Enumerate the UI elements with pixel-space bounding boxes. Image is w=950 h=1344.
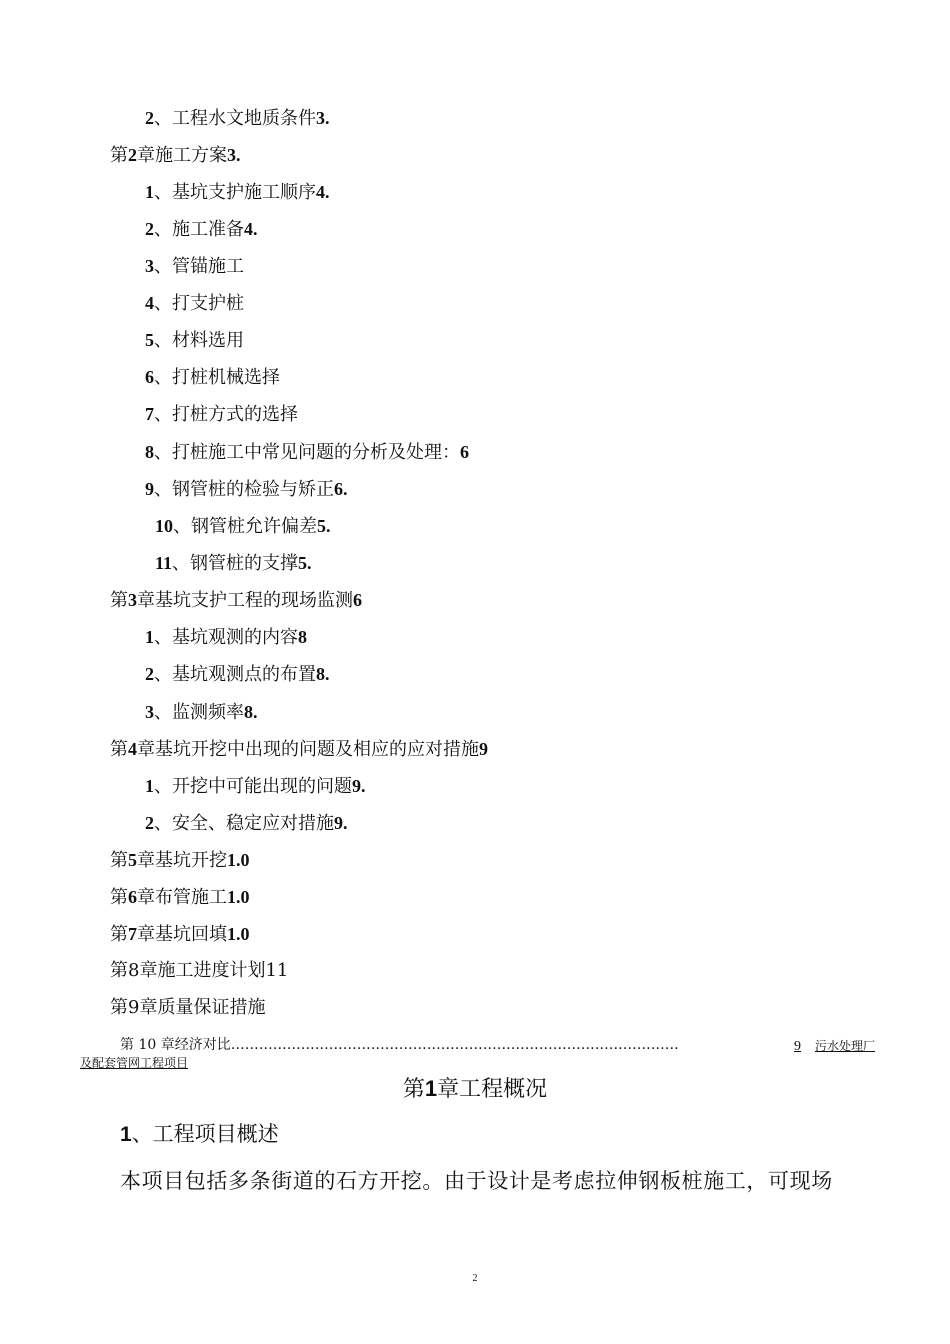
toc-entry [145,440,469,465]
toc-entry-page: 4. [316,182,330,202]
toc-entry-label: 章基坑开挖 [137,850,227,871]
toc-entry-prefix: 第 [110,960,128,981]
toc-entry-page: 5. [317,516,331,536]
toc-entry-label: 、钢管桩允许偏差 [173,516,317,537]
toc-entry-label: 章质量保证措施 [139,997,266,1018]
toc-entry-page: 1.0 [227,924,250,944]
toc-entry-page: 9 [794,1039,801,1054]
toc-entry-number: 2 [145,219,154,239]
toc-entry-page: 3. [227,145,241,165]
toc-entry [145,365,280,390]
toc-entry-number: 9 [128,997,140,1018]
toc-entry-number: 3 [128,590,137,610]
toc-entry-label: 、施工准备 [154,219,244,240]
toc-entry [110,959,288,983]
toc-entry-number: 2 [128,145,137,165]
toc-entry [145,662,330,687]
toc-entry-label: 、基坑观测的内容 [154,627,298,648]
toc-entry-number: 7 [145,404,154,424]
toc-entry-label: 第 10 章经济对比 [120,1037,231,1053]
toc-entry-prefix: 第 [110,145,128,166]
toc-entry-number: 5 [128,850,137,870]
toc-entry-label: 、钢管桩的支撑 [172,553,299,574]
toc-leader-dots: …………………………………………………………………………………… [230,1037,679,1053]
page-number: 2 [472,1273,478,1284]
toc-entry-page: 9. [352,776,366,796]
toc-entry-page: 8 [298,627,307,647]
toc-entry [145,328,244,353]
toc-entry-label: 、打支护桩 [154,293,244,314]
section-name: 、工程项目概述 [131,1122,279,1146]
toc-entry-number: 4 [128,739,137,759]
toc-entry-page: 9. [334,813,348,833]
toc-entry [145,700,258,725]
toc-entry-label: 、打桩机械选择 [154,367,280,388]
toc-entry-label: 章基坑开挖中出现的问题及相应的应对措施 [137,739,479,760]
toc-entry-label: 、材料选用 [154,330,244,351]
toc-entry-label: 、监测频率 [154,702,244,723]
toc-entry-label: 、开挖中可能出现的问题 [154,776,352,797]
section-title [120,1120,279,1149]
body-paragraph: 本项目包括多条街道的石方开挖。由于设计是考虑拉伸钢板桩施工，可现场 [120,1169,833,1193]
toc-entry-number: 1 [145,776,154,796]
toc-entry [110,922,250,947]
toc-entry [145,217,258,242]
toc-entry-page: 9 [479,739,488,759]
toc-entry-label: 章施工进度计划 [139,960,266,981]
toc-entry [145,811,348,836]
toc-entry-prefix: 第 [110,924,128,945]
toc-entry-page: 11 [265,960,289,981]
toc-entry-label: 、打桩施工中常见问题的分析及处理： [154,442,460,463]
toc-entry-label: 章布管施工 [137,887,227,908]
running-header-line2: 及配套管网工程项目 [80,1056,189,1070]
toc-entry-prefix: 第 [110,997,128,1018]
toc-entry-page: 4. [244,219,258,239]
toc-entry-label: 章基坑回填 [137,924,227,945]
toc-entry-page: 5. [298,553,312,573]
toc-entry-label: 、打桩方式的选择 [154,404,298,425]
toc-entry-label: 、钢管桩的检验与矫正 [154,479,334,500]
toc-entry [155,551,312,576]
toc-entry-number: 6 [145,367,154,387]
toc-entry [110,885,250,910]
chapter-prefix: 第 [402,1077,425,1102]
toc-entry [145,180,330,205]
toc-entry [110,737,488,762]
toc-entry-page: 3. [316,108,330,128]
toc-entry [110,143,241,168]
toc-entry [110,848,250,873]
chapter-number: 1 [424,1076,438,1101]
toc-entry-page: 1.0 [227,887,250,907]
toc-entry-prefix: 第 [110,887,128,908]
toc-entry-number: 9 [145,479,154,499]
toc-entry-number: 4 [145,293,154,313]
toc-entry-label: 、工程水文地质条件 [154,108,316,129]
toc-entry [145,477,348,502]
toc-entry-page: 6 [353,590,362,610]
toc-entry-label: 、管锚施工 [154,256,244,277]
toc-entry [110,588,362,613]
toc-entry-number: 5 [145,330,154,350]
toc-entry-number: 3 [145,702,154,722]
toc-entry [145,106,330,131]
toc-entry-number: 1 [145,182,154,202]
toc-entry-label: 章基坑支护工程的现场监测 [137,590,353,611]
toc-entry [145,254,244,279]
toc-entry [110,996,265,1020]
toc-entry [145,774,366,799]
toc-entry [145,625,307,650]
toc-entry-number: 2 [145,813,154,833]
toc-entry-number: 1 [145,627,154,647]
toc-entry-number: 7 [128,924,137,944]
toc-entry-page: 1.0 [227,850,250,870]
toc-entry-number: 6 [128,887,137,907]
toc-entry [155,514,331,539]
toc-entry-page: 6 [460,442,469,462]
toc-entry-prefix: 第 [110,850,128,871]
toc-entry-number: 10 [155,516,173,536]
toc-entry-label: 章施工方案 [137,145,227,166]
toc-entry-number: 8 [128,960,140,981]
toc-entry [145,402,298,427]
toc-entry-number: 8 [145,442,154,462]
toc-entry-page: 6. [334,479,348,499]
toc-entry-number: 2 [145,108,154,128]
toc-entry-chapter-10 [120,1036,810,1054]
chapter-title [0,1075,950,1104]
toc-entry-number: 11 [155,553,173,573]
toc-entry-label: 、基坑支护施工顺序 [154,182,316,203]
toc-entry-number: 2 [145,664,154,684]
toc-entry-label: 、基坑观测点的布置 [154,664,316,685]
toc-entry-label: 、安全、稳定应对措施 [154,813,334,834]
running-header-line1: 污水处理厂 [815,1039,876,1053]
toc-entry-number: 3 [145,256,154,276]
running-header [794,1038,876,1055]
chapter-name: 章工程概况 [437,1077,548,1102]
toc-entry-page: 8. [244,702,258,722]
toc-entry [145,291,244,316]
toc-entry-prefix: 第 [110,590,128,611]
toc-entry-prefix: 第 [110,739,128,760]
section-number: 1 [120,1123,132,1146]
toc-entry-page: 8. [316,664,330,684]
